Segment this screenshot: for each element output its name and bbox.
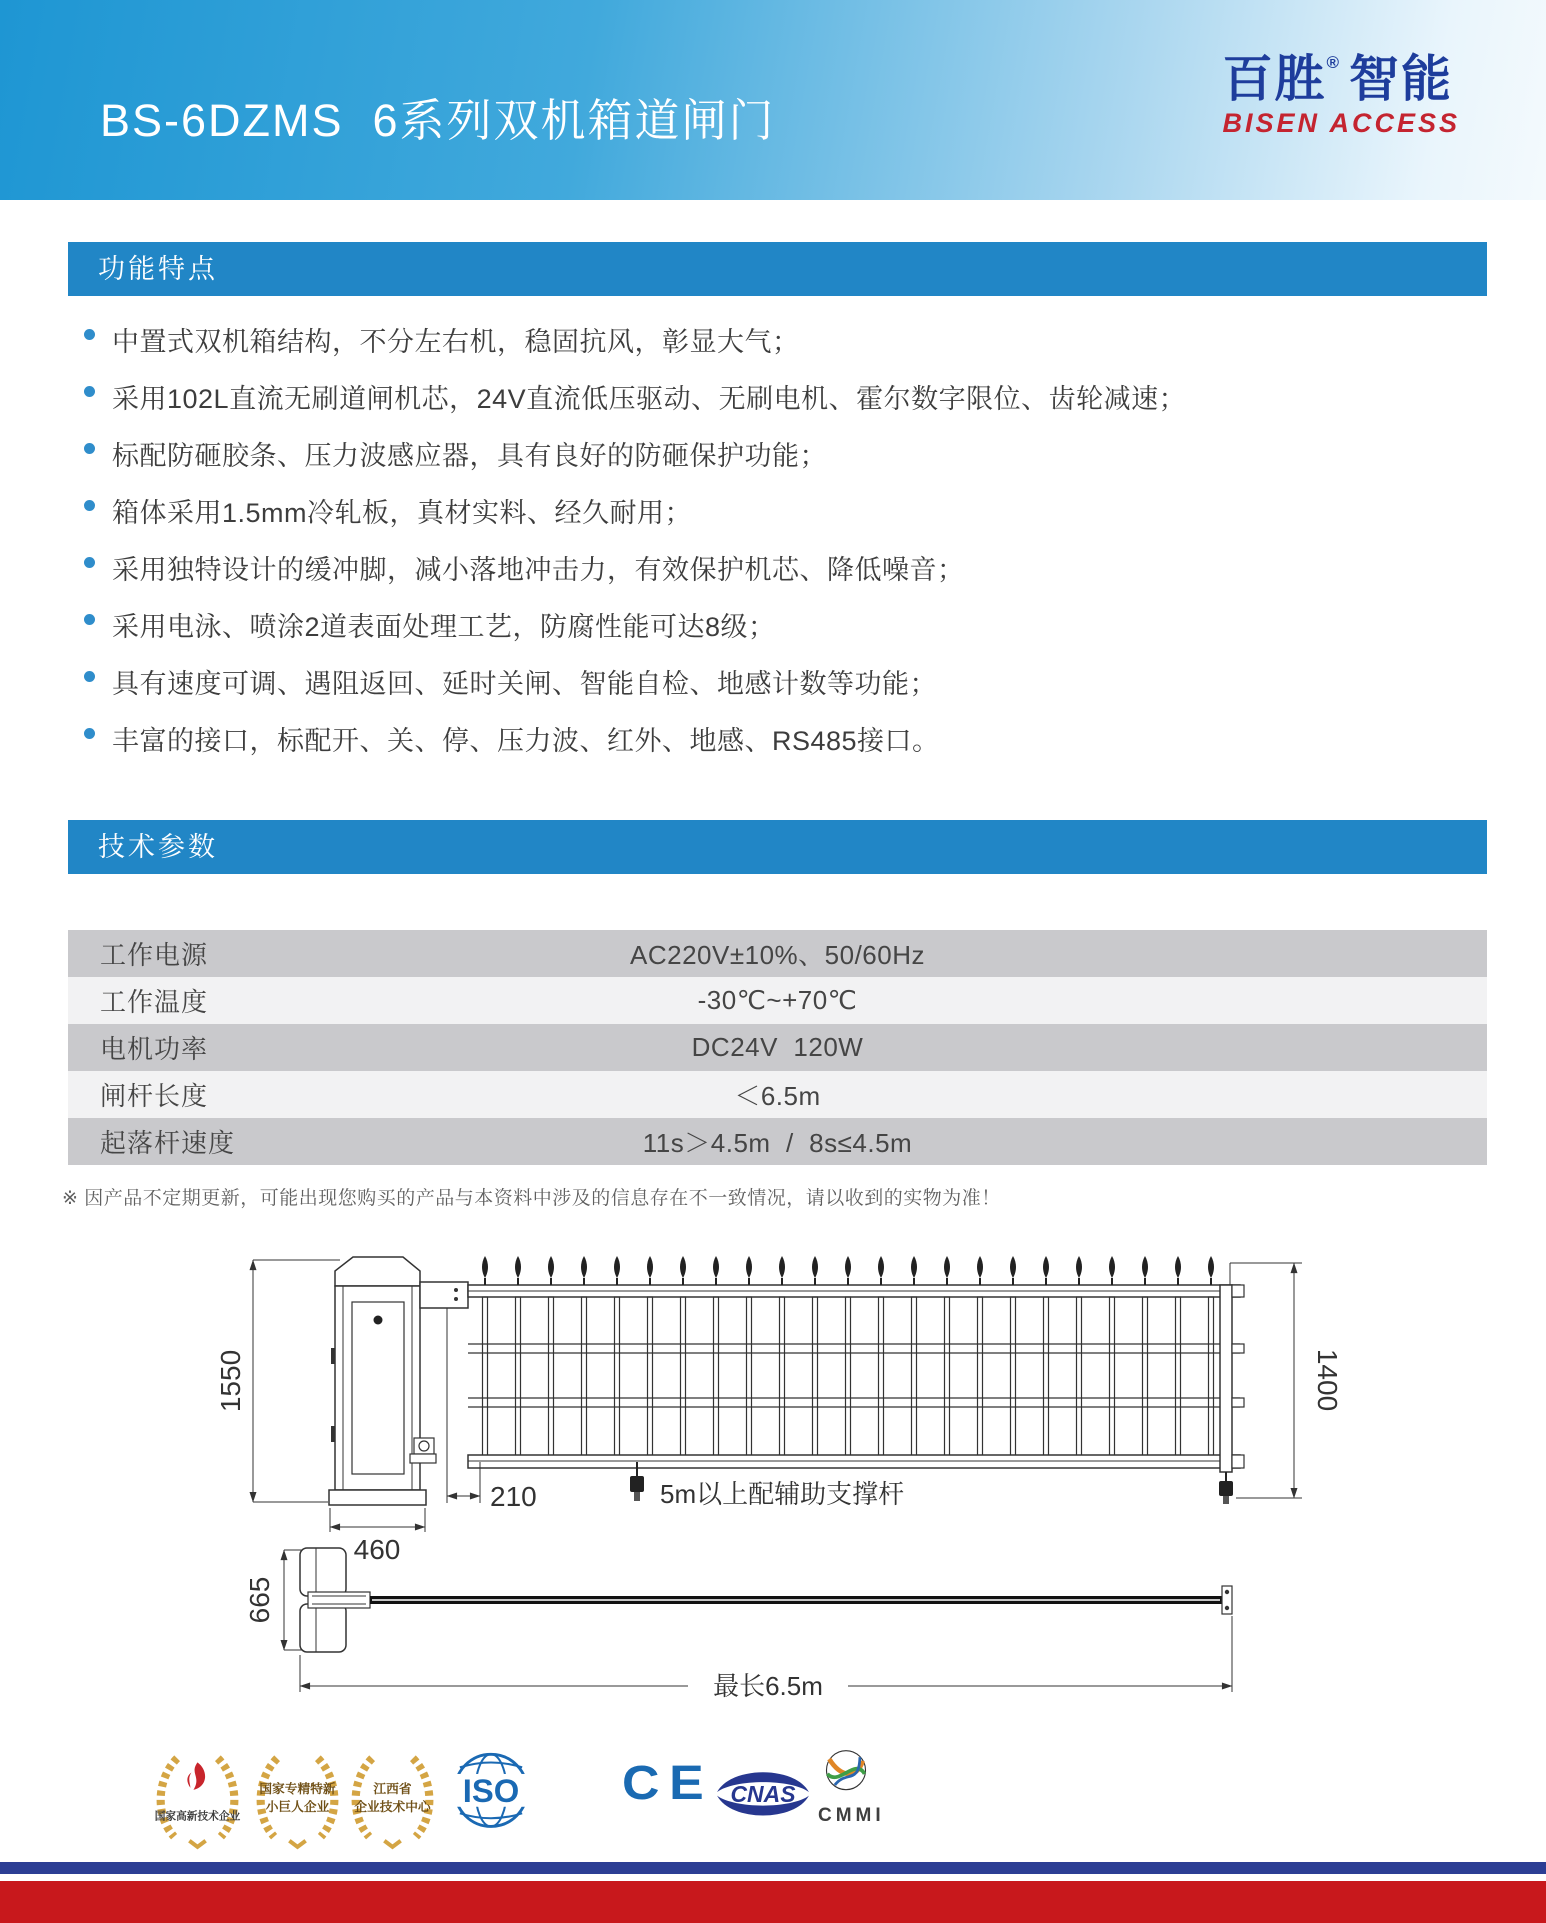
footer-blue-stripe (0, 1862, 1546, 1874)
feature-item: 采用电泳、喷涂2道表面处理工艺，防腐性能可达8级； (84, 605, 1186, 633)
brand-logo-en: BISEN ACCESS (1222, 108, 1460, 138)
cmmi-logo (818, 1746, 885, 1827)
feature-item: 采用独特设计的缓冲脚，减小落地冲击力，有效保护机芯、降低噪音； (84, 548, 1186, 576)
cmmi-label: CMMI (818, 1805, 885, 1826)
spec-label: 起落杆速度 (100, 1128, 236, 1158)
bullet-icon (84, 443, 95, 454)
spec-label: 工作温度 (100, 987, 209, 1017)
fence-rails (468, 1285, 1244, 1472)
dim-1400-label: 1400 (1312, 1348, 1343, 1412)
footer-red-stripe (0, 1881, 1546, 1923)
svg-text:江西省: 江西省 (373, 1780, 412, 1796)
spec-label: 闸杆长度 (100, 1081, 209, 1111)
spec-value: -30℃~+70℃ (697, 985, 858, 1015)
bullet-icon (84, 329, 95, 340)
page-title: BS-6DZMS 6系列双机箱道闸门 (100, 95, 776, 146)
spec-value: 11s＞4.5m / 8s≤4.5m (642, 1128, 913, 1158)
dim-1550-label: 1550 (215, 1349, 246, 1413)
dim-210 (447, 1308, 480, 1503)
certifications-row (0, 1742, 1546, 1862)
svg-text:小巨人企业: 小巨人企业 (265, 1799, 330, 1815)
registered-mark: ® (1326, 53, 1341, 72)
table-row (68, 930, 1487, 977)
table-row (68, 1024, 1487, 1071)
svg-text:国家高新技术企业: 国家高新技术企业 (154, 1810, 241, 1823)
svg-text:CNAS: CNAS (730, 1780, 796, 1807)
spec-label: 电机功率 (100, 1034, 209, 1064)
feature-item: 采用102L直流无刷道闸机芯，24V直流低压驱动、无刷电机、霍尔数字限位、齿轮减速； (84, 377, 1186, 405)
feature-item: 具有速度可调、遇阻返回、延时关闸、智能自检、地感计数等功能； (84, 662, 1186, 690)
cmmi-globe-icon (818, 1746, 874, 1798)
bullet-icon (84, 500, 95, 511)
badge-jiangxi (340, 1742, 445, 1854)
bullet-icon (84, 614, 95, 625)
dim-210-label: 210 (490, 1481, 537, 1512)
badge-srdi (245, 1742, 350, 1854)
technical-drawing (0, 1240, 1546, 1720)
disclaimer-note: ※ 因产品不定期更新，可能出现您购买的产品与本资料中涉及的信息存在不一致情况，请以收到的实物为准！ (62, 1188, 1001, 1209)
iso-logo (450, 1746, 532, 1838)
spec-value: DC24V 120W (691, 1032, 864, 1062)
header-banner (0, 0, 1546, 200)
table-row (68, 977, 1487, 1024)
table-row (68, 1118, 1487, 1165)
features-section-header: 功能特点 (68, 242, 1487, 296)
ce-mark: CE (622, 1757, 714, 1810)
spec-label: 工作电源 (100, 940, 209, 970)
support-note-label: 5m以上配辅助支撑杆 (660, 1479, 905, 1509)
cnas-logo (710, 1762, 816, 1824)
spec-table (68, 930, 1487, 1165)
feature-item: 标配防砸胶条、压力波感应器，具有良好的防砸保护功能； (84, 434, 1186, 462)
bullet-icon (84, 728, 95, 739)
bullet-icon (84, 671, 95, 682)
table-row (68, 1071, 1487, 1118)
dim-665-label: 665 (244, 1576, 275, 1624)
brand-logo-cn (1222, 51, 1460, 107)
svg-text:国家专精特新: 国家专精特新 (259, 1780, 336, 1796)
svg-text:企业技术中心: 企业技术中心 (354, 1799, 431, 1815)
specs-section-header: 技术参数 (68, 820, 1487, 874)
flame-icon (193, 1762, 205, 1789)
feature-item: 丰富的接口，标配开、关、停、压力波、红外、地感、RS485接口。 (84, 719, 1186, 747)
feature-item: 箱体采用1.5mm冷轧板，真材实料、经久耐用； (84, 491, 1186, 519)
max-length-label: 最长6.5m (713, 1671, 823, 1701)
bullet-icon (84, 557, 95, 568)
brand-cn-right: 智能 (1348, 51, 1453, 107)
brand-logo (1222, 51, 1460, 138)
dim-460-label: 460 (353, 1534, 401, 1565)
features-list (84, 320, 1186, 776)
spec-value: AC220V±10%、50/60Hz (630, 940, 925, 970)
bullet-icon (84, 386, 95, 397)
spec-value: ＜6.5m (734, 1081, 821, 1111)
svg-text:ISO: ISO (462, 1771, 520, 1809)
brand-cn-left: 百胜 (1222, 51, 1327, 107)
badge-high-tech (145, 1742, 250, 1854)
feature-item: 中置式双机箱结构，不分左右机，稳固抗风，彰显大气； (84, 320, 1186, 348)
